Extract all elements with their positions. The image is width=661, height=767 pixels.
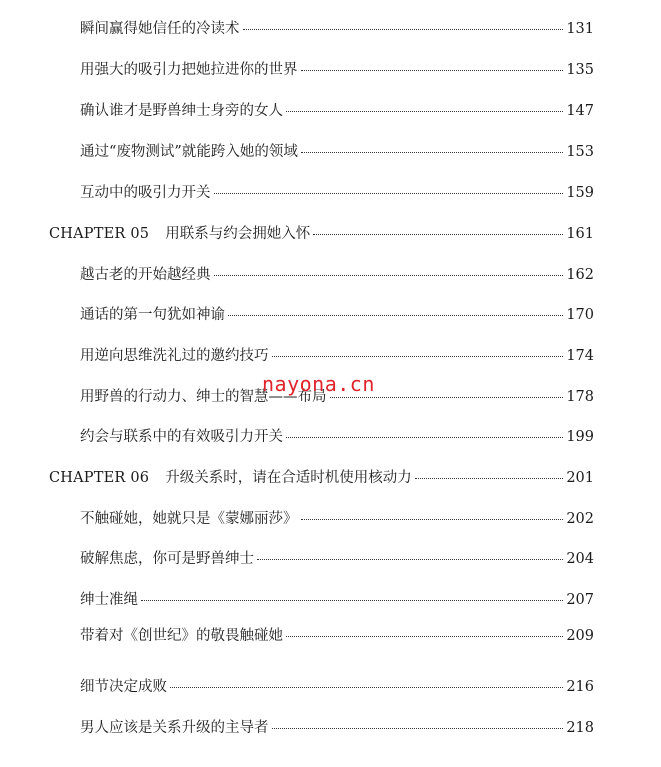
page-number: 178 — [566, 389, 594, 405]
toc-title: 越古老的开始越经典 — [80, 267, 211, 283]
toc-title: 不触碰她，她就只是《蒙娜丽莎》 — [80, 511, 298, 527]
page-number: 159 — [566, 185, 594, 201]
watermark-text: nayona.cn — [262, 372, 375, 396]
toc-title: 绅士准绳 — [80, 592, 138, 608]
page-number: 209 — [566, 628, 594, 644]
page-number: 153 — [566, 144, 594, 160]
page-number: 207 — [566, 592, 594, 608]
dot-leader — [170, 687, 563, 688]
toc-title: 用联系与约会拥她入怀 — [165, 226, 311, 242]
toc-title: 瞬间赢得她信任的冷读术 — [80, 21, 240, 37]
toc-title: 通过“废物测试”就能跨入她的领域 — [80, 144, 298, 160]
toc-entry-row[interactable] — [80, 550, 594, 568]
dot-leader — [272, 356, 564, 357]
toc-chapter-row[interactable] — [49, 469, 594, 487]
toc-title: 用逆向思维洗礼过的邀约技巧 — [80, 348, 269, 364]
dot-leader — [272, 728, 564, 729]
toc-entry-row[interactable] — [80, 306, 594, 324]
page-number: 202 — [566, 511, 594, 527]
toc-entry-row[interactable] — [80, 102, 594, 120]
dot-leader — [214, 193, 564, 194]
dot-leader — [313, 234, 563, 235]
page-number: 201 — [566, 470, 594, 486]
toc-entry-row[interactable] — [80, 428, 594, 446]
dot-leader — [257, 559, 563, 560]
toc-title: 约会与联系中的有效吸引力开关 — [80, 429, 283, 445]
dot-leader — [228, 315, 563, 316]
dot-leader — [286, 636, 563, 637]
toc-entry-row[interactable] — [80, 143, 594, 161]
toc-entry-row[interactable] — [80, 678, 594, 696]
toc-title: 通话的第一句犹如神谕 — [80, 307, 225, 323]
chapter-number: CHAPTER 06 — [49, 470, 150, 486]
toc-title: 确认谁才是野兽绅士身旁的女人 — [80, 103, 283, 119]
toc-title: 互动中的吸引力开关 — [80, 185, 211, 201]
toc-entry-row[interactable] — [80, 347, 594, 365]
dot-leader — [243, 29, 564, 30]
dot-leader — [301, 519, 564, 520]
page-number: 161 — [566, 226, 594, 242]
page-number: 218 — [566, 720, 594, 736]
toc-entry-row[interactable] — [80, 591, 594, 609]
toc-entry-row[interactable] — [80, 184, 594, 202]
page-number: 174 — [566, 348, 594, 364]
dot-leader — [415, 478, 564, 479]
toc-title: 细节决定成败 — [80, 679, 167, 695]
dot-leader — [214, 275, 564, 276]
dot-leader — [301, 70, 564, 71]
chapter-number: CHAPTER 05 — [49, 226, 150, 242]
toc-entry-row[interactable] — [80, 20, 594, 38]
page-number: 131 — [566, 21, 594, 37]
toc-entry-row[interactable] — [80, 61, 594, 79]
dot-leader — [286, 111, 563, 112]
page-number: 199 — [566, 429, 594, 445]
page-number: 147 — [566, 103, 594, 119]
page-number: 135 — [566, 62, 594, 78]
toc-entry-row[interactable] — [80, 719, 594, 737]
toc-entry-row[interactable] — [80, 510, 594, 528]
toc-entry-row[interactable] — [80, 627, 594, 645]
page-number: 170 — [566, 307, 594, 323]
toc-title: 用强大的吸引力把她拉进你的世界 — [80, 62, 298, 78]
toc-title: 带着对《创世纪》的敬畏触碰她 — [80, 628, 283, 644]
dot-leader — [286, 437, 563, 438]
dot-leader — [301, 152, 563, 153]
toc-title: 升级关系时，请在合适时机使用核动力 — [165, 470, 412, 486]
dot-leader — [330, 397, 564, 398]
page-number: 204 — [566, 551, 594, 567]
toc-chapter-row[interactable] — [49, 225, 594, 243]
dot-leader — [141, 600, 563, 601]
page-number: 162 — [566, 267, 594, 283]
page-number: 216 — [566, 679, 594, 695]
toc-title: 用野兽的行动力、绅士的智慧——布局 — [80, 389, 327, 405]
toc-title: 男人应该是关系升级的主导者 — [80, 720, 269, 736]
toc-entry-row[interactable] — [80, 266, 594, 284]
toc-title: 破解焦虑，你可是野兽绅士 — [80, 551, 254, 567]
